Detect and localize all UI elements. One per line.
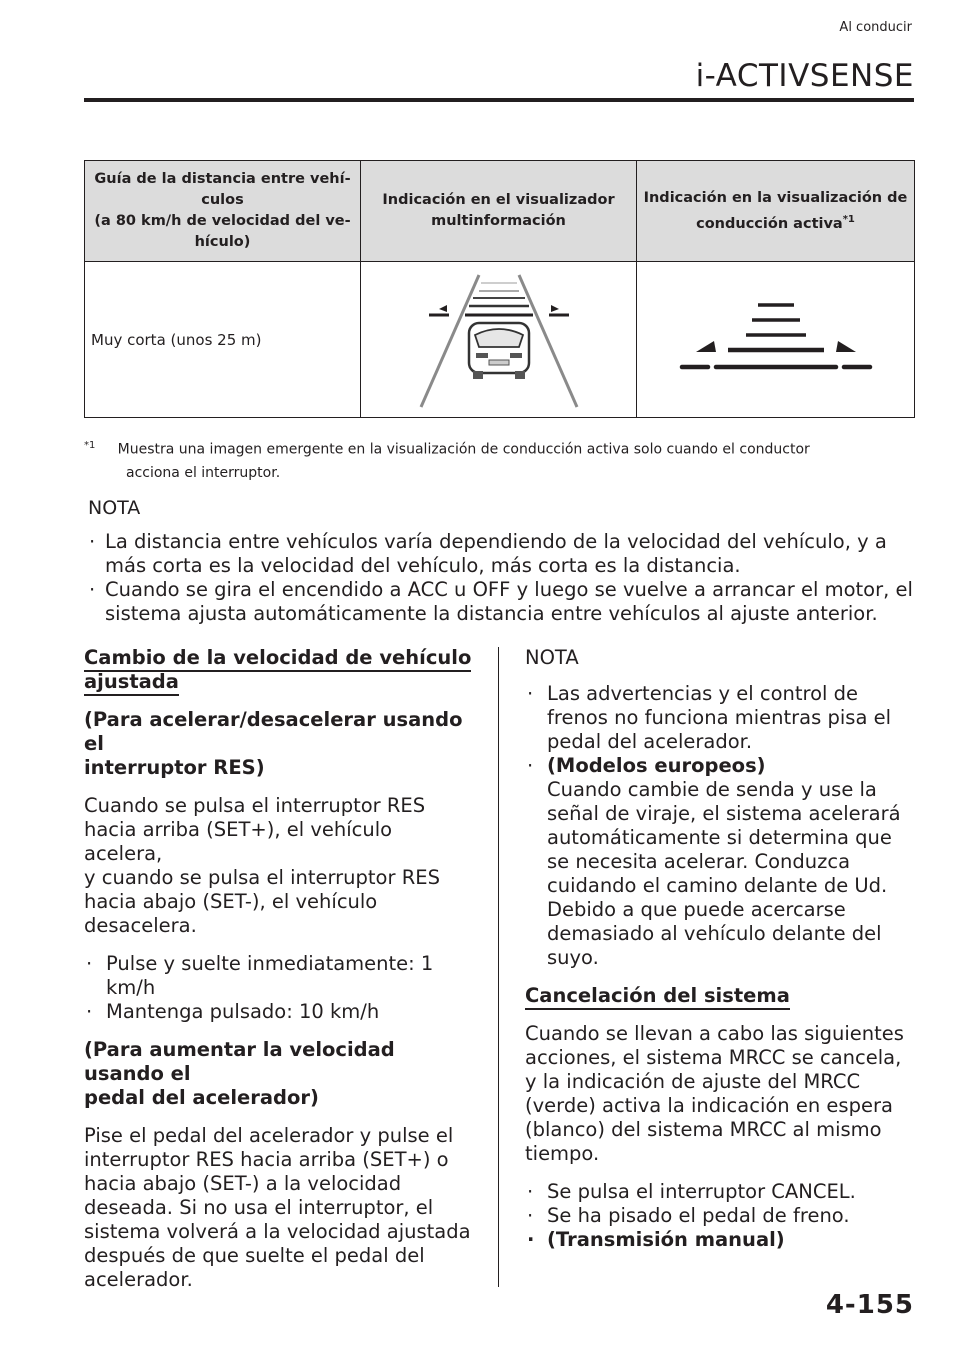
col3-header: Indicación en la visualización de conducción activa$^{*1}$ <box>637 161 915 262</box>
multi-info-distance-icon <box>399 267 599 412</box>
subheading-accelerator: (Para aumentar la velocidad usando el pedal del acelerador) <box>84 1038 395 1109</box>
list-item: · (Transmisión manual) <box>525 1228 925 1252</box>
nota-heading-top: NOTA <box>88 497 141 519</box>
column-divider <box>498 647 499 1287</box>
table-footnote: $^{*1}$ Muestra una imagen emergente en la visualización de conducción activa solo cuando el conductor acciona el interruptor. <box>84 440 810 481</box>
list-item: · La distancia entre vehículos varía dependiendo de la velocidad del vehículo, y a más corta es la velocidad del vehículo, más corta es la distancia. <box>87 530 917 578</box>
list-item: · (Modelos europeos) Cuando cambie de senda y use la señal de viraje, el sistema acelerará automáticamente si determina que se necesita acelerar. Conduzca cuidando el camino delante de Ud. Debido a que puede acercarse demasiado al vehículo delante del suyo. <box>525 754 925 970</box>
left-column <box>84 646 474 1306</box>
nota-list-right <box>525 682 925 970</box>
nota-list-top <box>87 530 917 626</box>
nota-heading-right: NOTA <box>525 646 579 669</box>
list-item: · Se ha pisado el pedal de freno. <box>525 1204 925 1228</box>
page-number: 4-155 <box>825 1290 914 1320</box>
active-driving-display-cell <box>637 262 915 418</box>
subheading-res-switch: (Para acelerar/desacelerar usando el interruptor RES) <box>84 708 463 779</box>
list-item: · Cuando se gira el encendido a ACC u OFF y luego se vuelve a arrancar el motor, el sistema ajusta automáticamente la distancia entre vehículos al ajuste anterior. <box>87 578 917 626</box>
paragraph-cancel: Cuando se llevan a cabo las siguientes acciones, el sistema MRCC se cancela, y la indicación de ajuste del MRCC (verde) activa la indicación en espera (blanco) del sistema MRCC al mismo tiempo. <box>525 1022 904 1165</box>
header-section: Al conducir <box>839 20 912 35</box>
speed-step-list <box>84 952 474 1024</box>
header-rule <box>84 98 914 102</box>
cancel-list <box>525 1180 925 1252</box>
right-column <box>525 646 925 1252</box>
list-item: · Se pulsa el interruptor CANCEL. <box>525 1180 925 1204</box>
distance-guide-table <box>84 160 915 418</box>
row-label: Muy corta (unos 25 m) <box>85 262 361 418</box>
list-item: · Mantenga pulsado: 10 km/h <box>84 1000 474 1024</box>
section-title-cancel: Cancelación del sistema <box>525 984 925 1008</box>
col2-header: Indicación en el visualizador multinformación <box>361 161 637 262</box>
paragraph-accelerator: Pise el pedal del acelerador y pulse el interruptor RES hacia arriba (SET+) o hacia abajo (SET-) a la velocidad deseada. Si no usa el interruptor, el sistema volverá a la velocidad ajustada después de que suelte el pedal del acelerador. <box>84 1124 471 1291</box>
header-title: i-ACTIVSENSE <box>695 58 914 94</box>
section-title-speed-change: Cambio de la velocidad de vehículo ajustada <box>84 646 474 694</box>
col1-header: Guía de la distancia entre vehí- culos (a 80 km/h de velocidad del ve- hículo) <box>85 161 361 262</box>
list-item: · Las advertencias y el control de frenos no funciona mientras pisa el pedal del acelerador. <box>525 682 925 754</box>
paragraph-res-switch: Cuando se pulsa el interruptor RES hacia arriba (SET+), el vehículo acelera, y cuando se pulsa el interruptor RES hacia abajo (SET-), el vehículo desacelera. <box>84 794 440 937</box>
list-item: · Pulse y suelte inmediatamente: 1 km/h <box>84 952 474 1000</box>
multi-info-display-cell <box>361 262 637 418</box>
active-driving-distance-icon <box>666 295 886 385</box>
